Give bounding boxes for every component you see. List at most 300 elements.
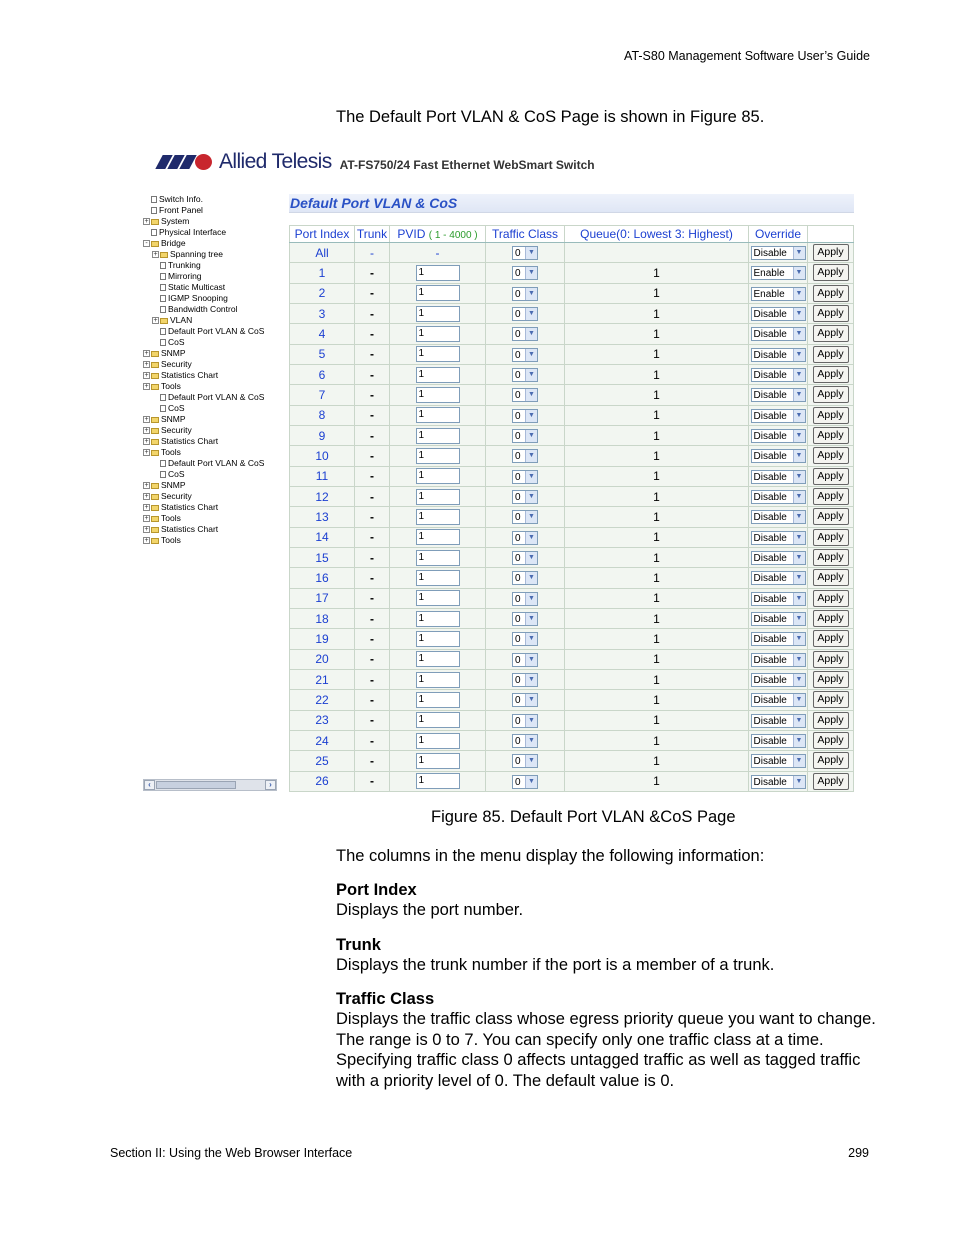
apply-button[interactable]: Apply bbox=[813, 549, 849, 566]
pvid-input[interactable]: 1 bbox=[416, 306, 460, 322]
override-select[interactable] bbox=[751, 531, 806, 545]
table-row bbox=[290, 669, 854, 689]
traffic-class-select[interactable] bbox=[512, 327, 538, 341]
pvid-input[interactable]: 1 bbox=[416, 509, 460, 525]
traffic-class-value: 0 bbox=[515, 634, 521, 646]
chevron-down-icon: ▼ bbox=[525, 613, 537, 625]
traffic-class-select[interactable] bbox=[512, 754, 538, 768]
pvid-input[interactable]: 1 bbox=[416, 631, 460, 647]
traffic-class-value: 0 bbox=[515, 288, 521, 300]
override-select[interactable] bbox=[751, 673, 806, 687]
apply-button[interactable]: Apply bbox=[813, 732, 849, 749]
pvid-input[interactable]: 1 bbox=[416, 265, 460, 281]
pvid-input[interactable]: 1 bbox=[416, 326, 460, 342]
folder-icon bbox=[151, 538, 159, 544]
expander-icon[interactable]: + bbox=[144, 515, 149, 522]
override-select[interactable] bbox=[751, 490, 806, 504]
pvid-input[interactable]: 1 bbox=[416, 712, 460, 728]
pvid-all: - bbox=[390, 243, 486, 263]
queue-value: 1 bbox=[565, 425, 749, 445]
pvid-cell bbox=[390, 588, 486, 608]
traffic-class-select[interactable] bbox=[512, 551, 538, 565]
traffic-class-select[interactable] bbox=[512, 470, 538, 484]
traffic-class-select[interactable] bbox=[512, 592, 538, 606]
pvid-input[interactable]: 1 bbox=[416, 468, 460, 484]
traffic-class-select[interactable] bbox=[512, 490, 538, 504]
tree-item[interactable] bbox=[143, 425, 192, 436]
expander-icon[interactable]: + bbox=[144, 449, 149, 456]
apply-cell bbox=[808, 730, 854, 750]
chevron-down-icon: ▼ bbox=[793, 715, 805, 727]
traffic-class-value: 0 bbox=[515, 613, 521, 625]
apply-button[interactable]: Apply bbox=[813, 305, 849, 322]
apply-cell bbox=[808, 446, 854, 466]
tree-item-label: CoS bbox=[168, 403, 185, 413]
pvid-input[interactable]: 1 bbox=[416, 733, 460, 749]
tree-item[interactable] bbox=[143, 414, 186, 425]
pvid-cell bbox=[390, 324, 486, 344]
expander-icon[interactable]: + bbox=[144, 218, 149, 225]
override-select[interactable] bbox=[751, 693, 806, 707]
queue-value: 1 bbox=[565, 344, 749, 364]
traffic-class-cell bbox=[486, 425, 565, 445]
tree-item-label: Spanning tree bbox=[170, 249, 223, 259]
traffic-class-select[interactable] bbox=[512, 388, 538, 402]
traffic-class-select[interactable] bbox=[512, 307, 538, 321]
apply-cell bbox=[808, 466, 854, 486]
expander-icon[interactable]: + bbox=[144, 493, 149, 500]
folder-icon bbox=[151, 241, 159, 247]
override-select[interactable] bbox=[751, 388, 806, 402]
expander-icon[interactable]: + bbox=[144, 482, 149, 489]
override-select[interactable] bbox=[751, 714, 806, 728]
scroll-left-icon[interactable]: ‹ bbox=[144, 780, 155, 790]
expander-icon[interactable]: + bbox=[153, 251, 158, 258]
expander-icon[interactable]: + bbox=[144, 537, 149, 544]
apply-cell bbox=[808, 527, 854, 547]
folder-icon bbox=[151, 494, 159, 500]
apply-cell bbox=[808, 588, 854, 608]
pvid-input[interactable]: 1 bbox=[416, 448, 460, 464]
expander-icon[interactable]: + bbox=[144, 526, 149, 533]
traffic-class-value: 0 bbox=[515, 593, 521, 605]
queue-value: 1 bbox=[565, 730, 749, 750]
expander-icon[interactable]: + bbox=[144, 372, 149, 379]
pvid-cell bbox=[390, 629, 486, 649]
apply-button[interactable]: Apply bbox=[813, 366, 849, 383]
traffic-class-select[interactable] bbox=[512, 287, 538, 301]
chevron-down-icon: ▼ bbox=[793, 633, 805, 645]
apply-cell bbox=[808, 385, 854, 405]
tree-item-label: Mirroring bbox=[168, 271, 202, 281]
tree-item-label: VLAN bbox=[170, 315, 193, 325]
apply-button[interactable]: Apply bbox=[813, 773, 849, 790]
pvid-input[interactable]: 1 bbox=[416, 651, 460, 667]
port-index: 3 bbox=[290, 303, 355, 323]
apply-button[interactable]: Apply bbox=[813, 488, 849, 505]
pvid-input[interactable]: 1 bbox=[416, 428, 460, 444]
override-select[interactable] bbox=[751, 287, 806, 301]
apply-button[interactable]: Apply bbox=[813, 264, 849, 281]
trunk-value: - bbox=[355, 425, 390, 445]
chevron-down-icon: ▼ bbox=[525, 450, 537, 462]
table-row bbox=[290, 710, 854, 730]
trunk-value: - bbox=[355, 364, 390, 384]
desc-traffic-class: Displays the traffic class whose egress priority queue you want to change. The range is 0 to 7. You can specify only one traffic class at a time. Specifying traffic class 0 affects untagged traffic as well as tagged traffic with a priority level of 0. The default value is 0. bbox=[336, 1010, 876, 1090]
traffic-class-select[interactable] bbox=[512, 266, 538, 280]
override-cell bbox=[749, 385, 808, 405]
override-select[interactable] bbox=[751, 409, 806, 423]
traffic-class-select[interactable] bbox=[512, 571, 538, 585]
override-all-cell bbox=[749, 243, 808, 263]
term-traffic-class: Traffic Class bbox=[336, 990, 435, 1008]
traffic-class-select[interactable] bbox=[512, 673, 538, 687]
apply-cell bbox=[808, 486, 854, 506]
chevron-down-icon: ▼ bbox=[793, 593, 805, 605]
tree-item[interactable] bbox=[143, 447, 181, 458]
apply-button[interactable]: Apply bbox=[813, 386, 849, 403]
table-row bbox=[290, 486, 854, 506]
port-index: 9 bbox=[290, 425, 355, 445]
override-value: Enable bbox=[753, 288, 785, 300]
chevron-down-icon: ▼ bbox=[525, 776, 537, 788]
table-row bbox=[290, 446, 854, 466]
tree-item[interactable] bbox=[143, 491, 192, 502]
override-value: Disable bbox=[753, 410, 787, 422]
queue-value: 1 bbox=[565, 547, 749, 567]
pvid-cell bbox=[390, 425, 486, 445]
traffic-class-cell bbox=[486, 507, 565, 527]
override-cell bbox=[749, 608, 808, 628]
override-select[interactable] bbox=[751, 632, 806, 646]
override-cell bbox=[749, 446, 808, 466]
tree-item-label: Default Port VLAN & CoS bbox=[168, 458, 265, 468]
tree-horizontal-scrollbar[interactable] bbox=[143, 779, 277, 791]
folder-icon bbox=[151, 219, 159, 225]
pvid-cell bbox=[390, 771, 486, 791]
expander-icon[interactable]: + bbox=[144, 350, 149, 357]
tree-item[interactable] bbox=[143, 205, 203, 216]
pvid-input[interactable]: 1 bbox=[416, 346, 460, 362]
chevron-down-icon: ▼ bbox=[525, 593, 537, 605]
tree-item[interactable] bbox=[143, 436, 218, 447]
override-select[interactable] bbox=[751, 307, 806, 321]
apply-cell bbox=[808, 649, 854, 669]
apply-button[interactable]: Apply bbox=[813, 610, 849, 627]
term-trunk: Trunk bbox=[336, 936, 381, 954]
tree-item[interactable] bbox=[152, 403, 185, 414]
table-row bbox=[290, 283, 854, 303]
pvid-input[interactable]: 1 bbox=[416, 489, 460, 505]
apply-button[interactable]: Apply bbox=[813, 427, 849, 444]
traffic-class-select[interactable] bbox=[512, 429, 538, 443]
traffic-class-select[interactable] bbox=[512, 449, 538, 463]
override-select[interactable] bbox=[751, 551, 806, 565]
override-select[interactable] bbox=[751, 571, 806, 585]
queue-value: 1 bbox=[565, 303, 749, 323]
queue-all bbox=[565, 243, 749, 263]
traffic-class-select[interactable] bbox=[512, 632, 538, 646]
table-row bbox=[290, 547, 854, 567]
traffic-class-value: 0 bbox=[515, 329, 521, 341]
expander-icon[interactable]: + bbox=[144, 361, 149, 368]
chevron-down-icon: ▼ bbox=[793, 694, 805, 706]
expander-icon[interactable]: + bbox=[144, 504, 149, 511]
table-header-row bbox=[290, 226, 854, 243]
override-value: Disable bbox=[753, 309, 787, 321]
scrollbar-thumb[interactable] bbox=[156, 781, 236, 789]
override-cell bbox=[749, 405, 808, 425]
tree-item[interactable] bbox=[143, 348, 186, 359]
traffic-class-select[interactable] bbox=[512, 775, 538, 789]
pvid-input[interactable]: 1 bbox=[416, 387, 460, 403]
override-cell bbox=[749, 568, 808, 588]
pvid-input[interactable]: 1 bbox=[416, 529, 460, 545]
traffic-class-cell bbox=[486, 324, 565, 344]
running-header: AT-S80 Management Software User’s Guide bbox=[624, 49, 870, 63]
trunk-value: - bbox=[355, 486, 390, 506]
traffic-class-select[interactable] bbox=[512, 531, 538, 545]
expander-icon[interactable]: + bbox=[153, 317, 158, 324]
trunk-value: - bbox=[355, 568, 390, 588]
pvid-input[interactable]: 1 bbox=[416, 611, 460, 627]
apply-button[interactable]: Apply bbox=[813, 508, 849, 525]
apply-button[interactable]: Apply bbox=[813, 752, 849, 769]
tree-item[interactable] bbox=[152, 260, 201, 271]
traffic-class-select[interactable] bbox=[512, 653, 538, 667]
trunk-value: - bbox=[355, 507, 390, 527]
tree-item[interactable] bbox=[143, 513, 181, 524]
port-index: 1 bbox=[290, 263, 355, 283]
traffic-class-select[interactable] bbox=[512, 714, 538, 728]
apply-button[interactable]: Apply bbox=[813, 447, 849, 464]
queue-value: 1 bbox=[565, 649, 749, 669]
tree-item[interactable] bbox=[152, 458, 264, 469]
scroll-right-icon[interactable]: › bbox=[265, 780, 276, 790]
tree-item[interactable] bbox=[143, 502, 218, 513]
chevron-down-icon: ▼ bbox=[525, 654, 537, 666]
trunk-value: - bbox=[355, 446, 390, 466]
tree-item[interactable] bbox=[152, 282, 225, 293]
apply-button[interactable]: Apply bbox=[813, 630, 849, 647]
apply-cell bbox=[808, 344, 854, 364]
chevron-down-icon: ▼ bbox=[525, 572, 537, 584]
traffic-class-cell bbox=[486, 364, 565, 384]
trunk-value: - bbox=[355, 588, 390, 608]
chevron-down-icon: ▼ bbox=[793, 572, 805, 584]
override-value: Enable bbox=[753, 268, 785, 280]
chevron-down-icon: ▼ bbox=[525, 755, 537, 767]
port-index: 17 bbox=[290, 588, 355, 608]
override-select[interactable] bbox=[751, 775, 806, 789]
pvid-input[interactable]: 1 bbox=[416, 285, 460, 301]
override-select[interactable] bbox=[751, 348, 806, 362]
port-index: 10 bbox=[290, 446, 355, 466]
tree-item[interactable] bbox=[152, 326, 264, 337]
tree-item-label: Tools bbox=[161, 513, 181, 523]
tree-item[interactable] bbox=[143, 194, 203, 205]
override-cell bbox=[749, 283, 808, 303]
tree-item[interactable] bbox=[143, 359, 192, 370]
expander-icon[interactable]: + bbox=[144, 383, 149, 390]
trunk-value: - bbox=[355, 669, 390, 689]
tree-item[interactable] bbox=[152, 249, 223, 260]
override-value: Disable bbox=[753, 370, 787, 382]
port-index: 25 bbox=[290, 751, 355, 771]
pvid-cell bbox=[390, 649, 486, 669]
override-select[interactable] bbox=[751, 653, 806, 667]
tree-item[interactable] bbox=[143, 216, 189, 227]
override-select[interactable] bbox=[751, 612, 806, 626]
tree-item[interactable] bbox=[152, 315, 192, 326]
pvid-input[interactable]: 1 bbox=[416, 407, 460, 423]
folder-icon bbox=[151, 527, 159, 533]
override-select[interactable] bbox=[751, 327, 806, 341]
tree-item[interactable] bbox=[143, 524, 218, 535]
override-select[interactable] bbox=[751, 754, 806, 768]
queue-value: 1 bbox=[565, 608, 749, 628]
override-value: Disable bbox=[753, 634, 787, 646]
pvid-cell bbox=[390, 608, 486, 628]
traffic-class-cell bbox=[486, 669, 565, 689]
apply-button[interactable]: Apply bbox=[813, 325, 849, 342]
tree-item[interactable] bbox=[152, 392, 264, 403]
trunk-value: - bbox=[355, 710, 390, 730]
queue-value: 1 bbox=[565, 405, 749, 425]
traffic-class-cell bbox=[486, 751, 565, 771]
apply-button[interactable]: Apply bbox=[813, 712, 849, 729]
tree-item-label: Trunking bbox=[168, 260, 201, 270]
port-index: 12 bbox=[290, 486, 355, 506]
trunk-value: - bbox=[355, 405, 390, 425]
page-icon bbox=[160, 460, 166, 467]
apply-button[interactable]: Apply bbox=[813, 590, 849, 607]
pvid-input[interactable]: 1 bbox=[416, 672, 460, 688]
trunk-value: - bbox=[355, 547, 390, 567]
tree-item[interactable] bbox=[143, 370, 218, 381]
apply-button[interactable]: Apply bbox=[813, 468, 849, 485]
traffic-class-select[interactable] bbox=[512, 693, 538, 707]
pvid-cell bbox=[390, 344, 486, 364]
table-row-all bbox=[290, 243, 854, 263]
expander-icon[interactable]: + bbox=[144, 438, 149, 445]
apply-button-all[interactable]: Apply bbox=[813, 244, 849, 261]
trunk-value: - bbox=[355, 629, 390, 649]
pvid-input[interactable]: 1 bbox=[416, 692, 460, 708]
traffic-class-value: 0 bbox=[515, 715, 521, 727]
traffic-class-select[interactable] bbox=[512, 734, 538, 748]
trunk-value: - bbox=[355, 608, 390, 628]
pvid-input[interactable]: 1 bbox=[416, 367, 460, 383]
chevron-down-icon: ▼ bbox=[793, 410, 805, 422]
override-value: Disable bbox=[753, 451, 787, 463]
traffic-class-select[interactable] bbox=[512, 348, 538, 362]
brand-name: Allied Telesis bbox=[219, 150, 332, 173]
apply-button[interactable]: Apply bbox=[813, 529, 849, 546]
override-cell bbox=[749, 669, 808, 689]
override-select[interactable] bbox=[751, 449, 806, 463]
pvid-input[interactable]: 1 bbox=[416, 550, 460, 566]
tree-item[interactable] bbox=[152, 293, 228, 304]
override-select[interactable] bbox=[751, 470, 806, 484]
apply-button[interactable]: Apply bbox=[813, 671, 849, 688]
chevron-down-icon: ▼ bbox=[793, 430, 805, 442]
pvid-input[interactable]: 1 bbox=[416, 753, 460, 769]
traffic-class-value: 0 bbox=[515, 349, 521, 361]
tree-item[interactable] bbox=[152, 469, 185, 480]
tree-item-label: System bbox=[161, 216, 190, 226]
tree-item[interactable] bbox=[152, 337, 185, 348]
footer-section: Section II: Using the Web Browser Interface bbox=[110, 1146, 353, 1160]
queue-value: 1 bbox=[565, 629, 749, 649]
traffic-class-value: 0 bbox=[515, 451, 521, 463]
tree-item[interactable] bbox=[143, 535, 181, 546]
tree-item[interactable] bbox=[143, 227, 226, 238]
traffic-class-value: 0 bbox=[515, 695, 521, 707]
tree-item[interactable] bbox=[152, 271, 202, 282]
override-select[interactable] bbox=[751, 429, 806, 443]
override-select[interactable] bbox=[751, 368, 806, 382]
pvid-cell bbox=[390, 547, 486, 567]
tree-item[interactable] bbox=[143, 480, 186, 491]
pvid-input[interactable]: 1 bbox=[416, 570, 460, 586]
apply-button[interactable]: Apply bbox=[813, 691, 849, 708]
expander-icon[interactable]: + bbox=[144, 416, 149, 423]
override-select[interactable] bbox=[751, 734, 806, 748]
traffic-class-cell bbox=[486, 629, 565, 649]
tree-item[interactable] bbox=[143, 238, 186, 249]
apply-button[interactable]: Apply bbox=[813, 407, 849, 424]
tree-item-label: IGMP Snooping bbox=[168, 293, 228, 303]
tree-item[interactable] bbox=[143, 381, 181, 392]
pvid-label: PVID bbox=[397, 227, 426, 241]
desc-port-index: Displays the port number. bbox=[336, 901, 524, 919]
traffic-class-select[interactable] bbox=[512, 409, 538, 423]
traffic-class-value: 0 bbox=[515, 248, 521, 260]
expander-icon[interactable]: + bbox=[144, 427, 149, 434]
pvid-cell bbox=[390, 730, 486, 750]
chevron-down-icon: ▼ bbox=[793, 674, 805, 686]
pvid-input[interactable]: 1 bbox=[416, 590, 460, 606]
expander-icon[interactable]: - bbox=[143, 240, 150, 247]
override-select[interactable] bbox=[751, 266, 806, 280]
traffic-class-select[interactable] bbox=[512, 510, 538, 524]
folder-icon bbox=[151, 505, 159, 511]
apply-button[interactable]: Apply bbox=[813, 346, 849, 363]
override-select[interactable] bbox=[751, 592, 806, 606]
traffic-class-select[interactable] bbox=[512, 368, 538, 382]
override-select[interactable] bbox=[751, 510, 806, 524]
apply-button[interactable]: Apply bbox=[813, 651, 849, 668]
apply-button[interactable]: Apply bbox=[813, 569, 849, 586]
override-cell bbox=[749, 425, 808, 445]
chevron-down-icon: ▼ bbox=[793, 288, 805, 300]
override-cell bbox=[749, 324, 808, 344]
override-cell bbox=[749, 771, 808, 791]
traffic-class-select-all[interactable] bbox=[512, 246, 538, 260]
traffic-class-value: 0 bbox=[515, 492, 521, 504]
traffic-class-value: 0 bbox=[515, 390, 521, 402]
tree-item-label: Security bbox=[161, 491, 192, 501]
tree-item[interactable] bbox=[152, 304, 237, 315]
traffic-class-select[interactable] bbox=[512, 612, 538, 626]
override-select-all[interactable] bbox=[751, 246, 806, 260]
apply-button[interactable]: Apply bbox=[813, 285, 849, 302]
pvid-cell bbox=[390, 527, 486, 547]
pvid-input[interactable]: 1 bbox=[416, 773, 460, 789]
header-queue: Queue(0: Lowest 3: Highest) bbox=[565, 226, 749, 243]
queue-value: 1 bbox=[565, 568, 749, 588]
